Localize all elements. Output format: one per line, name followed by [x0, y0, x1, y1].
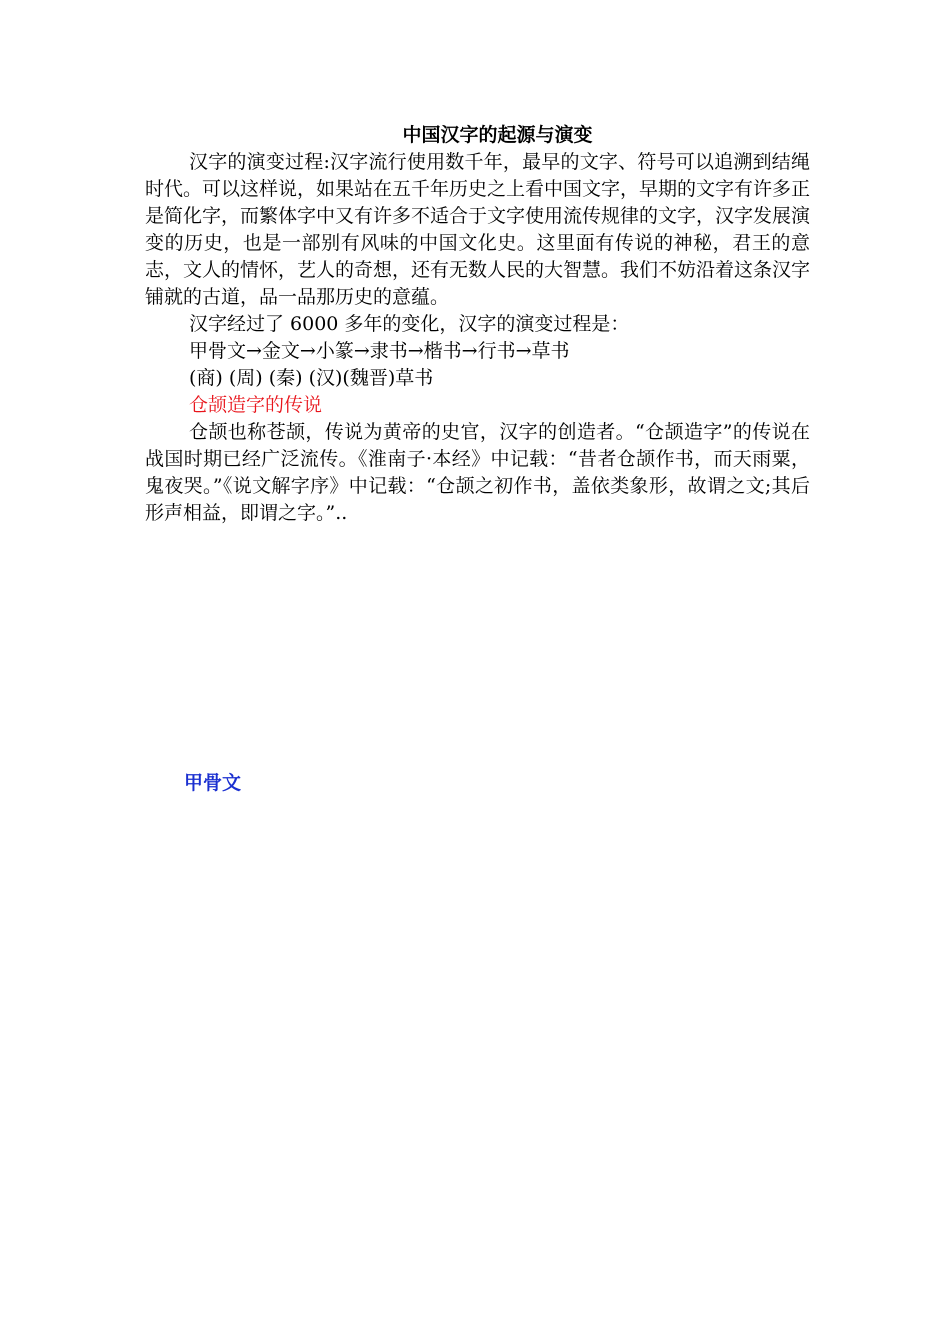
section-heading: 仓颉造字的传说 — [189, 394, 323, 416]
evolution-intro-line: 汉字经过了 6000 多年的变化，汉字的演变过程是： — [189, 313, 630, 335]
document-title: 中国汉字的起源与演变 — [402, 124, 593, 146]
oracle-bone-caption: 甲骨文 — [184, 772, 242, 794]
legend-paragraph: 仓颉也称苍颉，传说为黄帝的史官，汉字的创造者。“仓颉造字”的传说在战国时期已经广泛流传。《淮南子·本经》中记载：“昔者仓颉作书，而天雨粟，鬼夜哭。”《说文解字序》中记载：“仓颉之初作书，盖依类象形，故谓之文;其后形声相益，即谓之字。”.. — [145, 421, 810, 524]
dynasties-line: (商) (周) (秦) (汉)(魏晋)草书 — [189, 367, 434, 389]
intro-paragraph: 汉字的演变过程:汉字流行使用数千年，最早的文字、符号可以追溯到结绳时代。可以这样说，如果站在五千年历史之上看中国文字，早期的文字有许多正是简化字，而繁体字中又有许多不适合于文字使用流传规律的文字，汉字发展演变的历史，也是一部别有风味的中国文化史。这里面有传说的神秘，君王的意志，文人的情怀，艺人的奇想，还有无数人民的大智慧。我们不妨沿着这条汉字铺就的古道，品一品那历史的意蕴。 — [145, 151, 811, 308]
document-body — [145, 122, 810, 527]
evolution-sequence-line: 甲骨文→金文→小篆→隶书→楷书→行书→草书 — [189, 340, 570, 362]
